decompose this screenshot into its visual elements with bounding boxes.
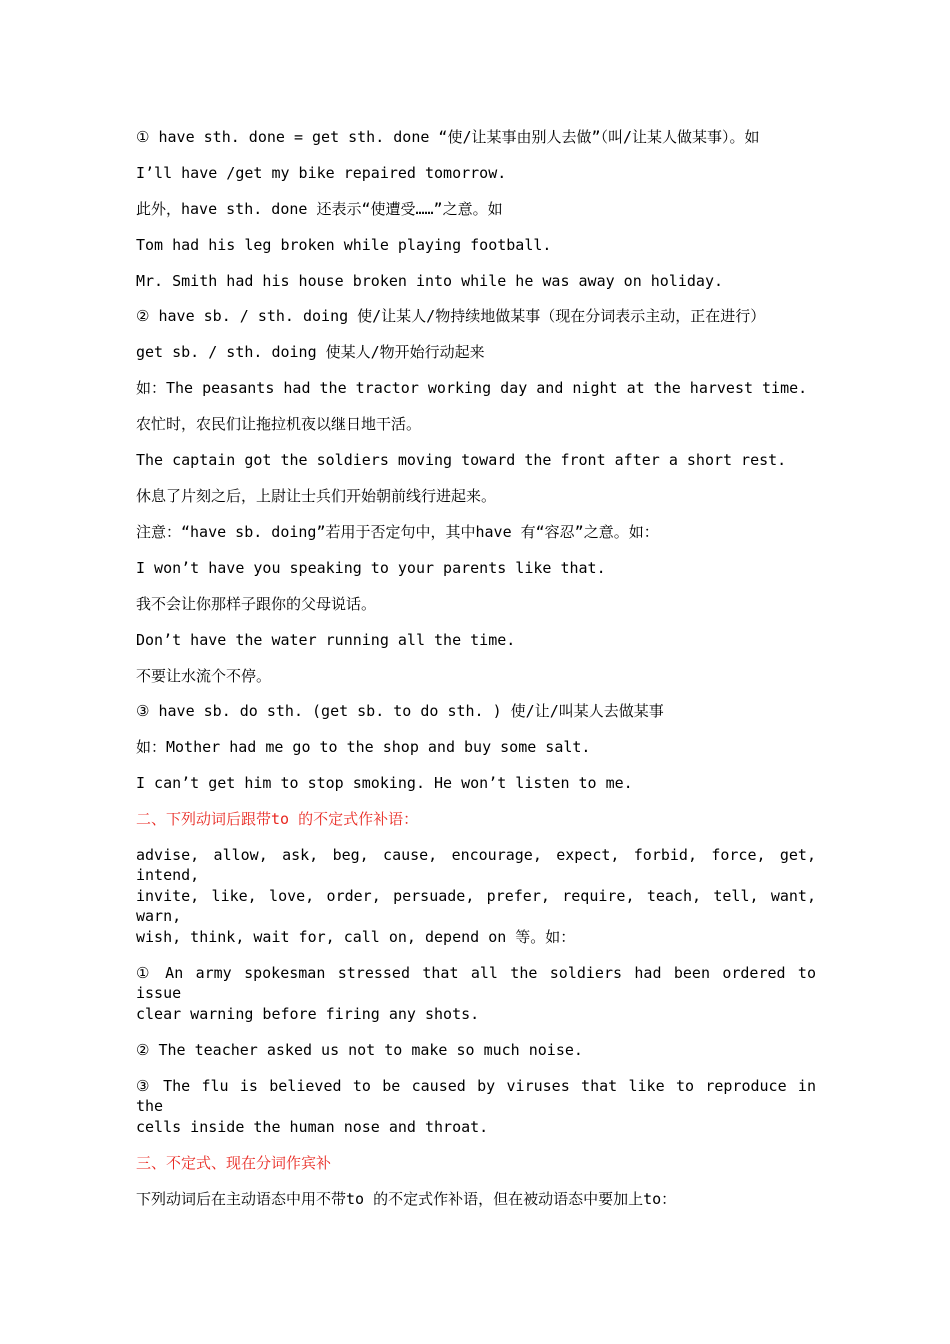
text-line: 注意：“have sb. doing”若用于否定句中，其中have 有“容忍”之意。如： xyxy=(136,523,659,541)
text-line: I can’t get him to stop smoking. He won’t listen to me. xyxy=(136,774,633,792)
text-line: ① An army spokesman stressed that all the soldiers had been ordered to issue xyxy=(136,964,816,1002)
text-line: ② The teacher asked us not to make so much noise. xyxy=(136,1041,583,1059)
text-line: 农忙时，农民们让拖拉机夜以继日地干活。 xyxy=(136,415,422,433)
text-line: 此外，have sth. done 还表示“使遭受……”之意。如 xyxy=(136,200,503,218)
text-line: 如：Mother had me go to the shop and buy some salt. xyxy=(136,738,591,756)
text-line: wish, think, wait for, call on, depend on 等。如： xyxy=(136,928,576,946)
text-line: clear warning before firing any shots. xyxy=(136,1005,480,1023)
text-line: ② have sb. / sth. doing 使/让某人/物持续地做某事（现在分词表示主动，正在进行） xyxy=(136,307,766,325)
text-line: Don’t have the water running all the time. xyxy=(136,631,516,649)
text-line: 下列动词后在主动语态中用不带to 的不定式作补语，但在被动语态中要加上to： xyxy=(136,1190,677,1208)
text-line: Tom had his leg broken while playing football. xyxy=(136,236,552,254)
text-line: 不要让水流个不停。 xyxy=(136,667,272,685)
text-line: advise, allow, ask, beg, cause, encourage, expect, forbid, force, get, intend, xyxy=(136,846,816,884)
text-line: 我不会让你那样子跟你的父母说话。 xyxy=(136,595,377,613)
text-line: I’ll have /get my bike repaired tomorrow. xyxy=(136,164,507,182)
text-line: ③ The flu is believed to be caused by viruses that like to reproduce in the xyxy=(136,1077,816,1115)
text-line: get sb. / sth. doing 使某人/物开始行动起来 xyxy=(136,343,485,361)
text-line: 如：The peasants had the tractor working day and night at the harvest time. xyxy=(136,379,808,397)
text-line: I won’t have you speaking to your parents like that. xyxy=(136,559,606,577)
text-line: Mr. Smith had his house broken into while he was away on holiday. xyxy=(136,272,723,290)
text-line: ③ have sb. do sth. (get sb. to do sth. ) 使/让/叫某人去做某事 xyxy=(136,702,664,720)
text-line: The captain got the soldiers moving toward the front after a short rest. xyxy=(136,451,787,469)
text-line: 休息了片刻之后，上尉让士兵们开始朝前线行进起来。 xyxy=(136,487,497,505)
text-line: invite, like, love, order, persuade, prefer, require, teach, tell, want, warn, xyxy=(136,887,816,925)
text-line: cells inside the human nose and throat. xyxy=(136,1118,489,1136)
text-line: ① have sth. done = get sth. done “使/让某事由别人去做”（叫/让某人做某事）。如 xyxy=(136,128,760,146)
section-heading: 三、不定式、现在分词作宾补 xyxy=(136,1154,332,1172)
section-heading: 二、下列动词后跟带to 的不定式作补语： xyxy=(136,810,419,828)
